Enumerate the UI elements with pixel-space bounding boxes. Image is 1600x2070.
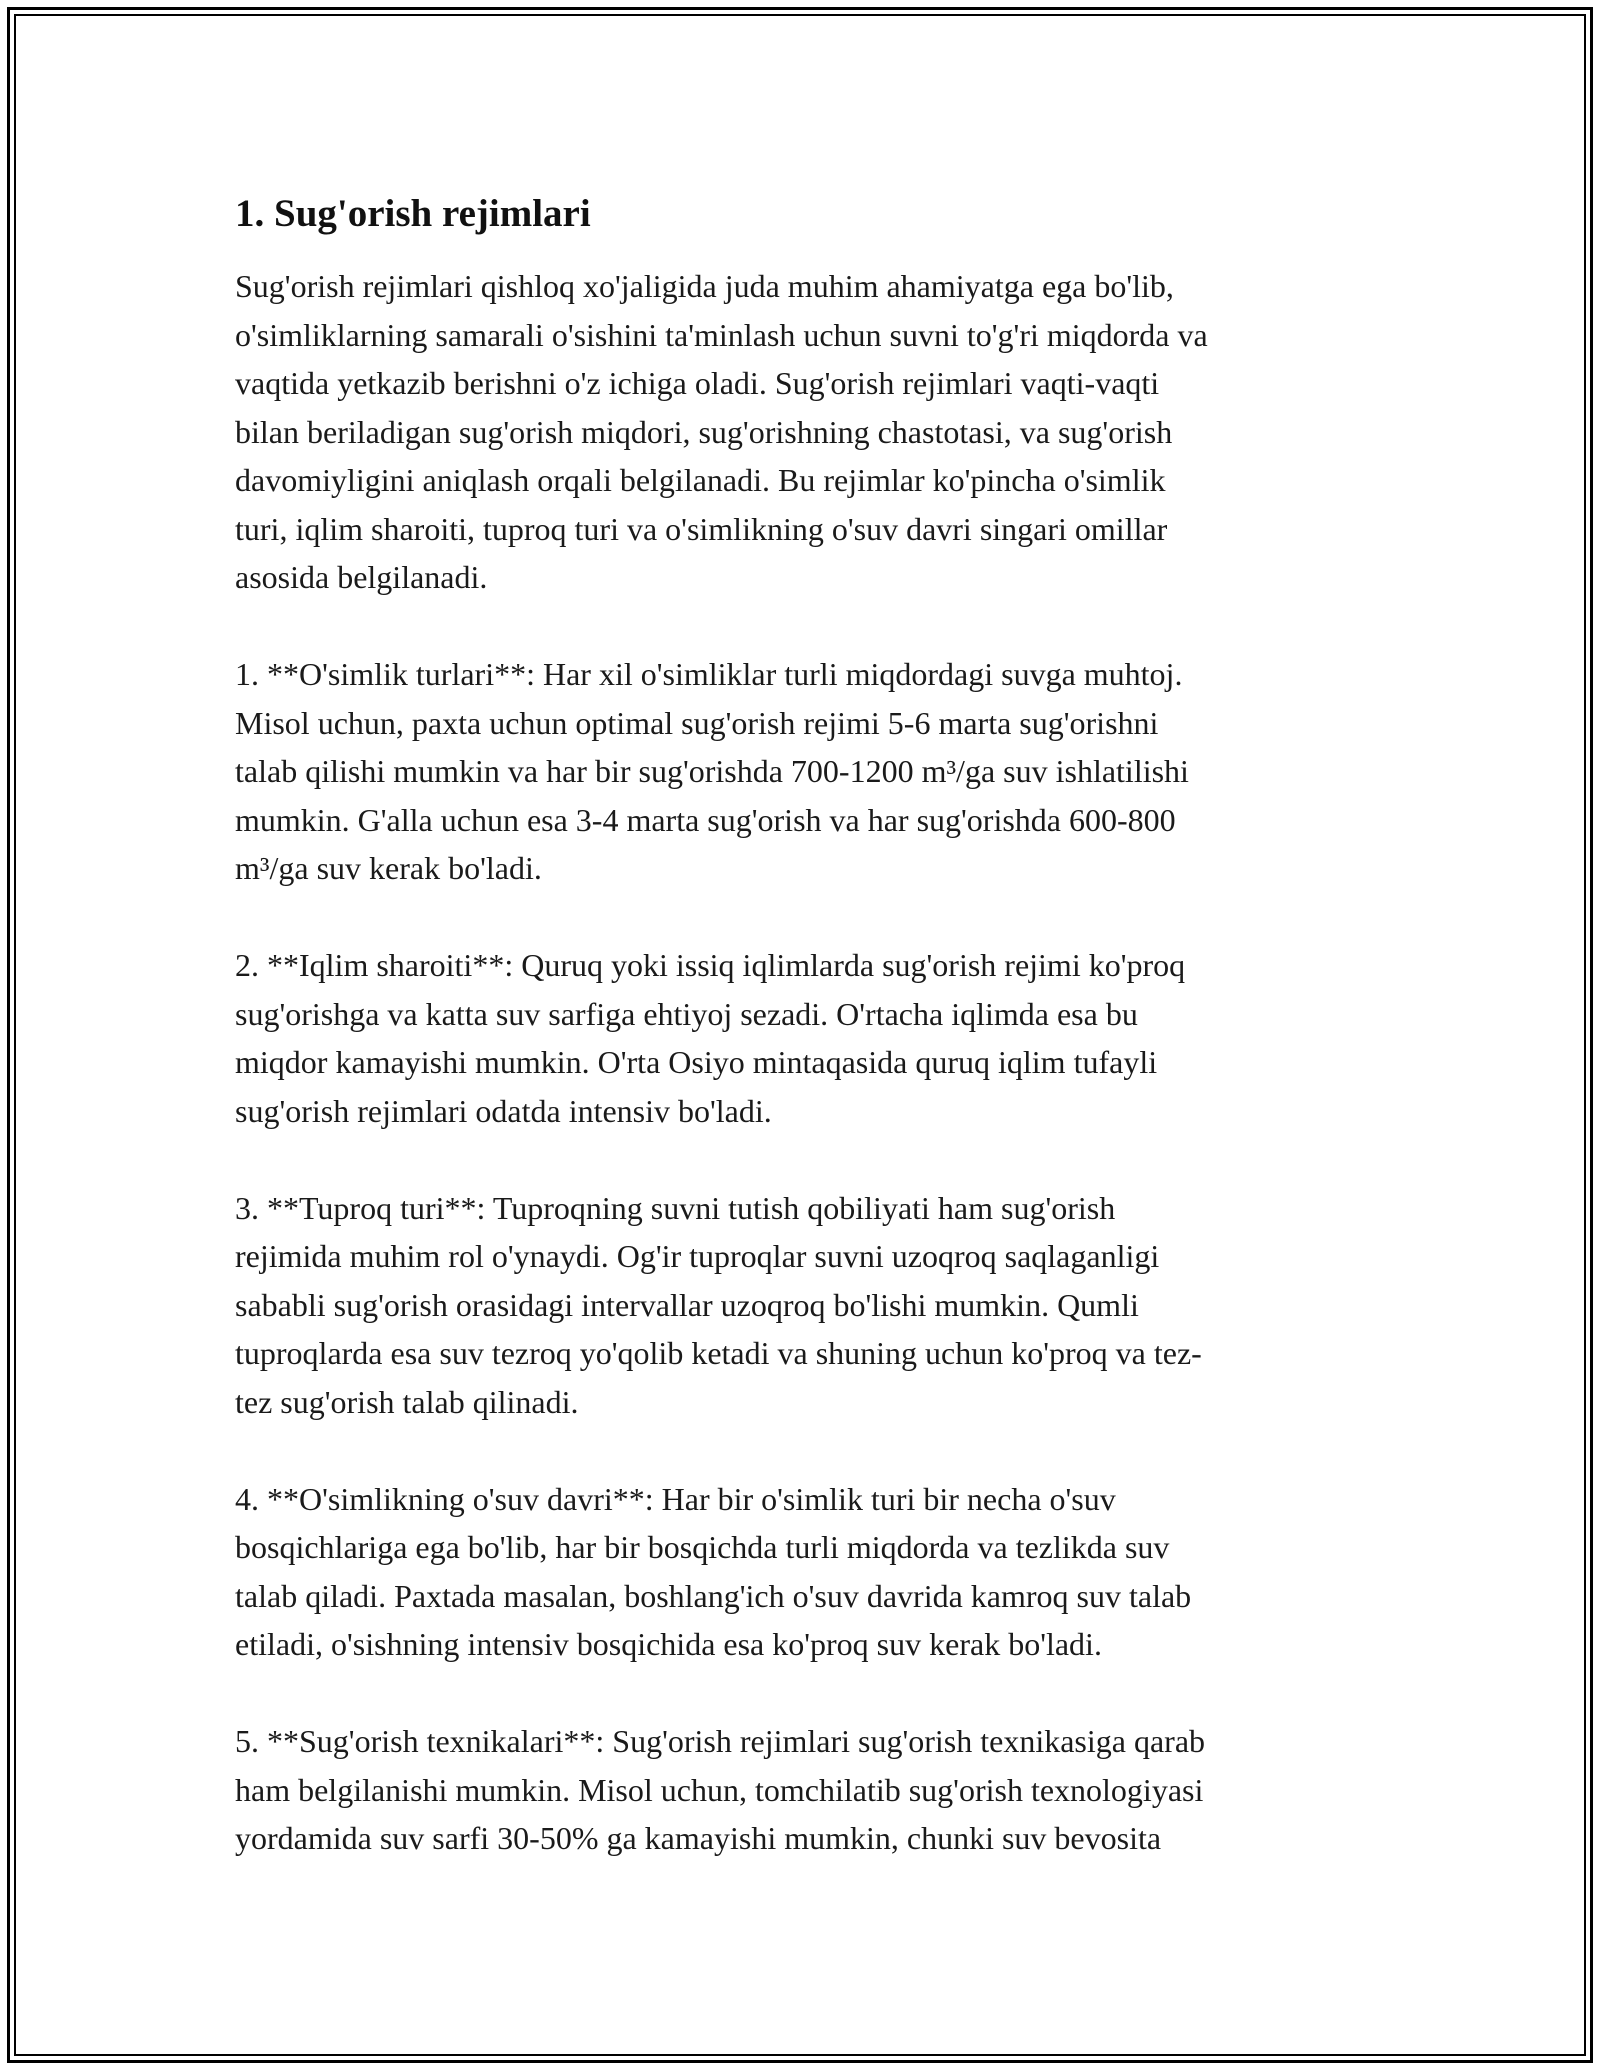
- section-heading: 1. Sug'orish rejimlari: [235, 192, 591, 235]
- list-item-irrigation-techniques: 5. **Sug'orish texnikalari**: Sug'orish rejimlari sug'orish texnikasiga qarab ham belgilanishi mumkin. Misol uchun, tomchilatib sug'orish texnologiyasi yordamida suv sarfi 30-50% ga kamayishi mumkin, chunki suv bevosita: [235, 1723, 1206, 1856]
- list-item-growth-period: 4. **O'simlikning o'suv davri**: Har bir o'simlik turi bir necha o'suv bosqichlariga ega bo'lib, har bir bosqichda turli miqdorda va tezlikda suv talab qiladi. Paxtada masalan, boshlang'ich o'suv davrida kamroq suv talab etiladi, o'sishning intensiv bosqichida esa ko'proq suv kerak bo'ladi.: [235, 1480, 1192, 1662]
- list-item-soil-type: 3. **Tuproq turi**: Tuproqning suvni tutish qobiliyati ham sug'orish rejimida muhim rol o'ynaydi. Og'ir tuproqlar suvni uzoqroq saqlaganligi sababli sug'orish orasidagi intervallar uzoqroq bo'lishi mumkin. Qumli tuproqlarda esa suv tezroq yo'qolib ketadi va shuning uchun ko'proq va tez- tez sug'orish talab qilinadi.: [235, 1189, 1202, 1420]
- list-item-climate: 2. **Iqlim sharoiti**: Quruq yoki issiq iqlimlarda sug'orish rejimi ko'proq sug'orishga va katta suv sarfiga ehtiyoj sezadi. O'rtacha iqlimda esa bu miqdor kamayishi mumkin. O'rta Osiyo mintaqasida quruq iqlim tufayli sug'orish rejimlari odatda intensiv bo'ladi.: [235, 947, 1186, 1129]
- list-item-plant-types: 1. **O'simlik turlari**: Har xil o'simliklar turli miqdordagi suvga muhtoj. Misol uchun, paxta uchun optimal sug'orish rejimi 5-6 marta sug'orishni talab qilishi mumkin va har bir sug'orishda 700-1200 m³/ga suv ishlatilishi mumkin. G'alla uchun esa 3-4 marta sug'orish va har sug'orishda 600-800 m³/ga suv kerak bo'ladi.: [235, 656, 1189, 886]
- document-body: [235, 186, 1355, 1863]
- intro-paragraph: Sug'orish rejimlari qishloq xo'jaligida juda muhim ahamiyatga ega bo'lib, o'simliklarning samarali o'sishini ta'minlash uchun suvni to'g'ri miqdorda va vaqtida yetkazib berishni o'z ichiga oladi. Sug'orish rejimlari vaqti-vaqti bilan beriladigan sug'orish miqdori, sug'orishning chastotasi, va sug'orish davomiyligini aniqlash orqali belgilanadi. Bu rejimlar ko'pincha o'simlik turi, iqlim sharoiti, tuproq turi va o'simlikning o'suv davri singari omillar asosida belgilanadi.: [235, 268, 1208, 595]
